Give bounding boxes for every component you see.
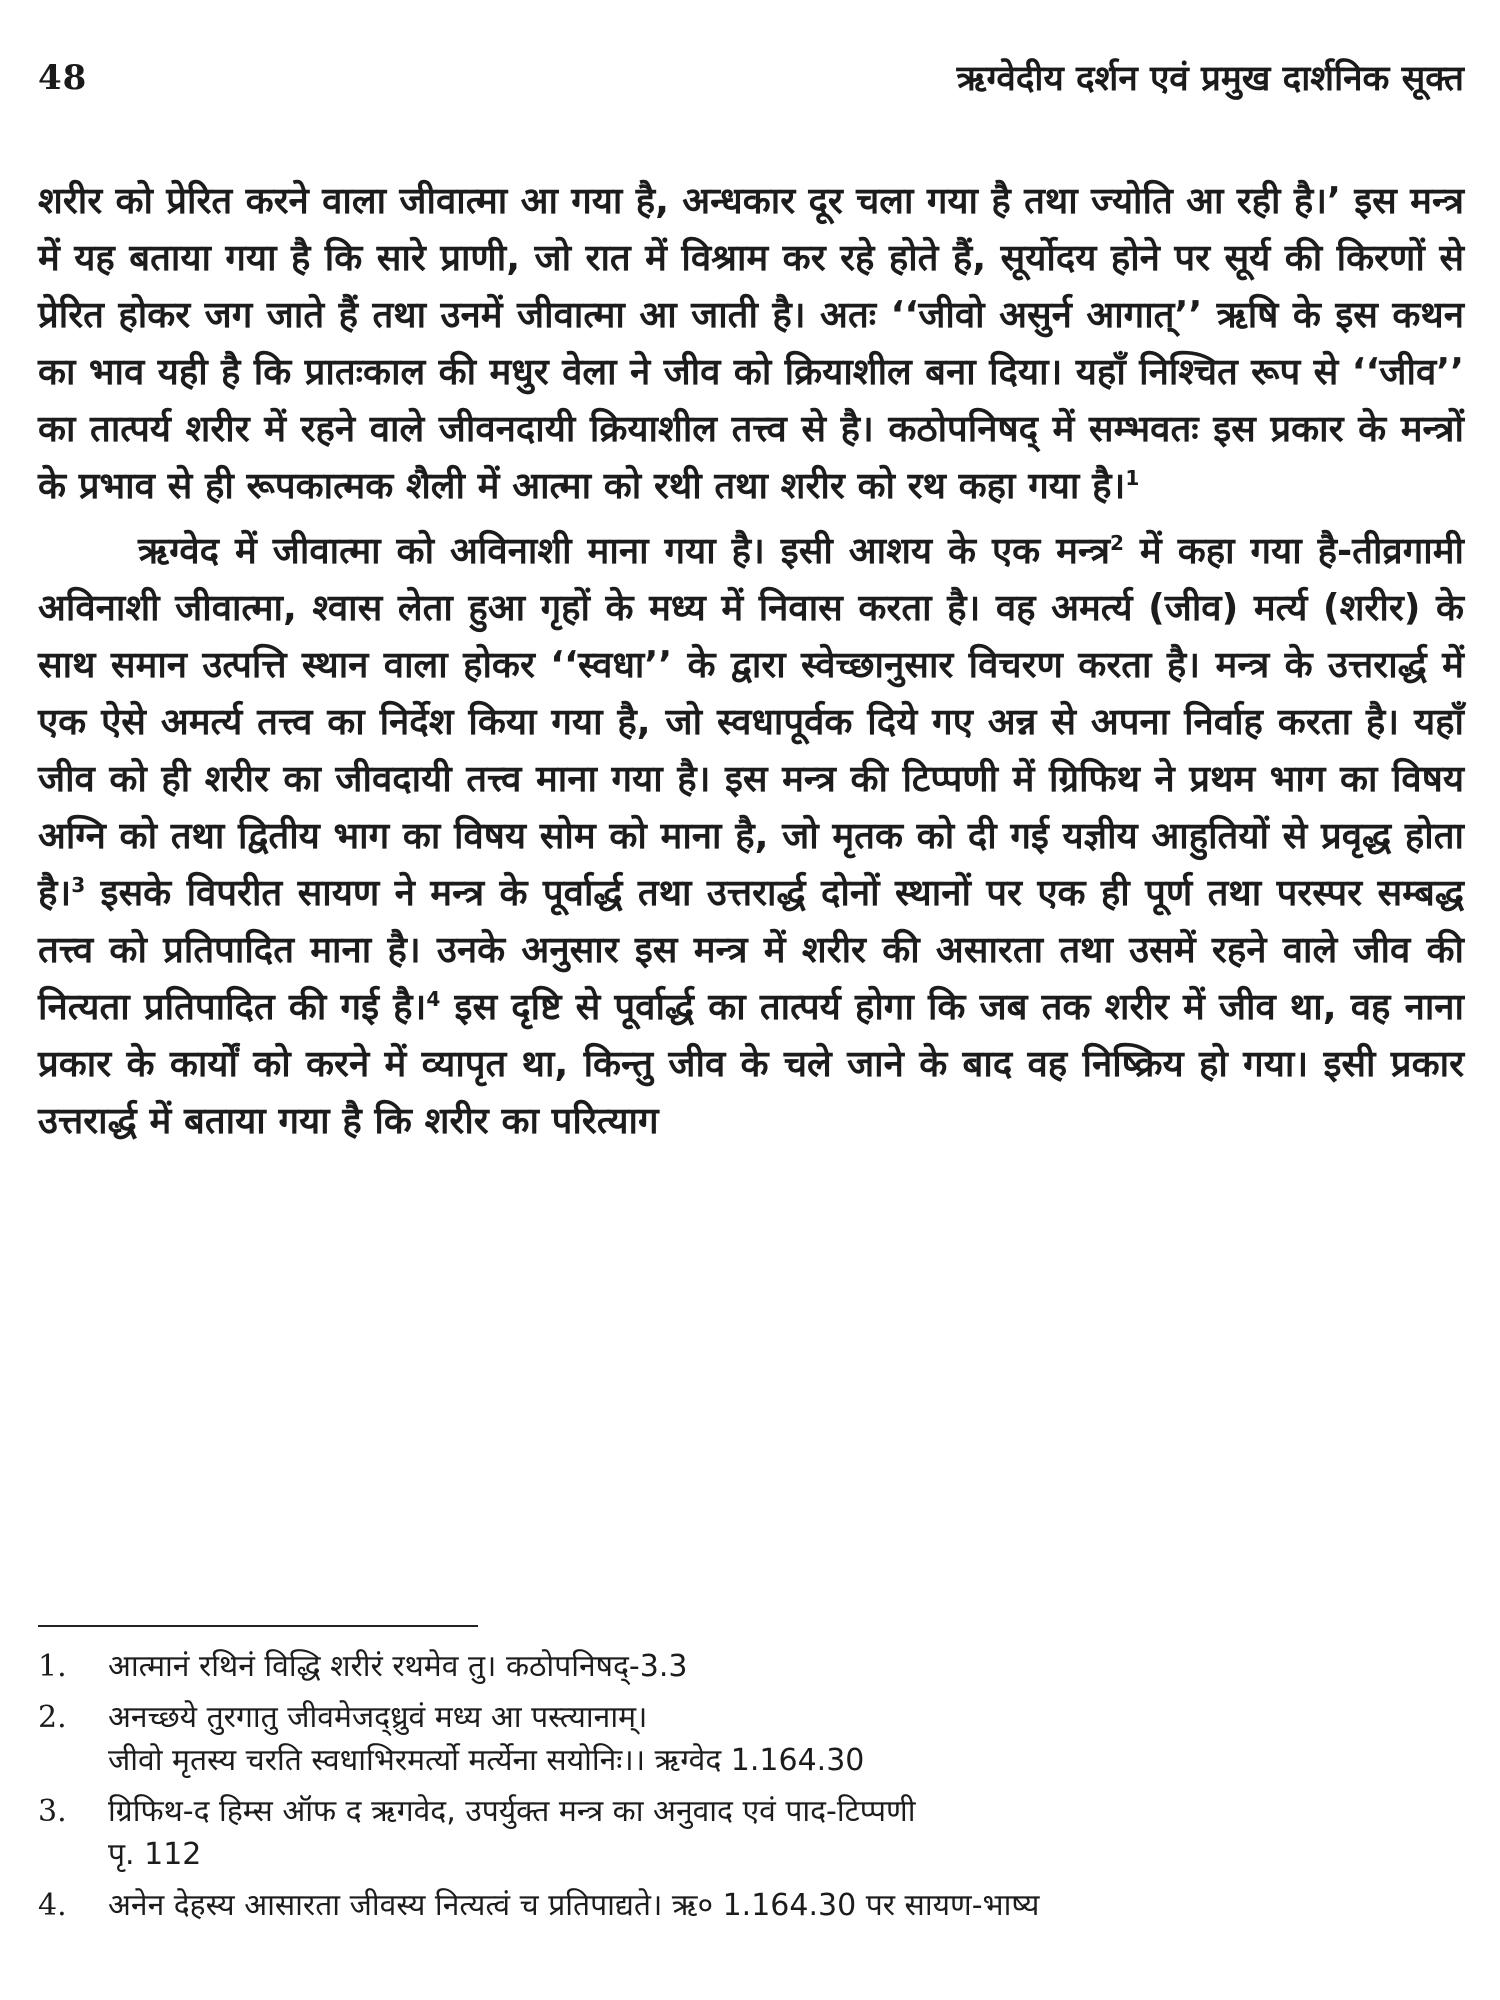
footnote-line: अनेन देहस्य आसारता जीवस्य नित्यत्वं च प्रतिपाद्यते। ऋ० 1.164.30 पर सायण-भाष्य bbox=[108, 1888, 1040, 1923]
page-header bbox=[38, 50, 1464, 120]
page-number: 48 bbox=[38, 58, 88, 98]
footnote-ref-4: 4 bbox=[426, 986, 441, 1011]
paragraph-2-text-3: इसके विपरीत सायण ने मन्त्र के पूर्वार्द्ध तथा उत्तरार्द्ध दोनों स्थानों पर एक ही पूर्ण तथा परस्पर सम्बद्ध तत्त्व को प्रतिपादित माना है। उनके अनुसार इस मन्त्र में शरीर की असारता तथा उसमें रहने वाले जीव की नित्यता प्रतिपादित की गई है। bbox=[38, 871, 1464, 1028]
paragraph-2-text-4: इस दृष्टि से पूर्वार्द्ध का तात्पर्य होगा कि जब तक शरीर में जीव था, वह नाना प्रकार के कार्यों को करने में व्यापृत था, किन्तु जीव के चले जाने के बाद वह निष्क्रिय हो गया। इसी प्रकार उत्तरार्द्ध में बताया गया है कि शरीर का परित्याग bbox=[38, 985, 1464, 1142]
footnote-number: 4. bbox=[38, 1888, 67, 1923]
footnote-number: 2. bbox=[38, 1700, 67, 1735]
footnote-text bbox=[108, 1884, 1464, 1927]
footnote-line: जीवो मृतस्य चरति स्वधाभिरमर्त्यो मर्त्येना सयोनिः।। ऋग्वेद 1.164.30 bbox=[108, 1743, 865, 1778]
footnote-line: आत्मानं रथिनं विद्धि शरीरं रथमेव तु। कठोपनिषद्-3.3 bbox=[108, 1649, 688, 1684]
footnote-ref-2: 2 bbox=[1110, 530, 1124, 555]
paragraph-1 bbox=[38, 172, 1464, 514]
book-page bbox=[38, 50, 1464, 1960]
footnote-text bbox=[108, 1645, 1464, 1688]
footnote-3 bbox=[38, 1790, 1464, 1876]
footnote-ref-3: 3 bbox=[71, 872, 86, 897]
paragraph-2-text-1: ऋग्वेद में जीवात्मा को अविनाशी माना गया है। इसी आशय के एक मन्त्र bbox=[138, 529, 1110, 572]
footnote-text bbox=[108, 1696, 1464, 1782]
footnote-number: 1. bbox=[38, 1649, 67, 1684]
paragraph-1-text: शरीर को प्रेरित करने वाला जीवात्मा आ गया है, अन्धकार दूर चला गया है तथा ज्योति आ रही है।’ इस मन्त्र में यह बताया गया है कि सारे प्राणी, जो रात में विश्राम कर रहे होते हैं, सूर्योदय होने पर सूर्य की किरणों से प्रेरित होकर जग जाते हैं तथा उनमें जीवात्मा आ जाती है। अतः ‘‘जीवो असुर्न आगात्’’ ऋषि के इस कथन का भाव यही है कि प्रातःकाल की मधुर वेला ने जीव को क्रियाशील बना दिया। यहाँ निश्चित रूप से ‘‘जीव’’ का तात्पर्य शरीर में रहने वाले जीवनदायी क्रियाशील तत्त्व से है। कठोपनिषद् में सम्भवतः इस प्रकार के मन्त्रों के प्रभाव से ही रूपकात्मक शैली में आत्मा को रथी तथा शरीर को रथ कहा गया है। bbox=[38, 179, 1464, 507]
footnote-line: ग्रिफिथ-द हिम्स ऑफ द ऋगवेद, उपर्युक्त मन्त्र का अनुवाद एवं पाद-टिप्पणी bbox=[108, 1794, 916, 1829]
paragraph-2-text-2: में कहा गया है-तीव्रगामी अविनाशी जीवात्मा, श्वास लेता हुआ गृहों के मध्य में निवास करता है। वह अमर्त्य (जीव) मर्त्य (शरीर) के साथ समान उत्पत्ति स्थान वाला होकर ‘‘स्वधा’’ के द्वारा स्वेच्छानुसार विचरण करता है। मन्त्र के उत्तरार्द्ध में एक ऐसे अमर्त्य तत्त्व का निर्देश किया गया है, जो स्वधापूर्वक दिये गए अन्न से अपना निर्वाह करता है। यहाँ जीव को ही शरीर का जीवदायी तत्त्व माना गया है। इस मन्त्र की टिप्पणी में ग्रिफिथ ने प्रथम भाग का विषय अग्नि को तथा द्वितीय भाग का विषय सोम को माना है, जो मृतक को दी गई यज्ञीय आहुतियों से प्रवृद्ध होता है। bbox=[38, 529, 1464, 914]
footnote-number: 3. bbox=[38, 1794, 67, 1829]
footnote-ref-1: 1 bbox=[1125, 465, 1140, 490]
running-title: ऋग्वेदीय दर्शन एवं प्रमुख दार्शनिक सूक्त bbox=[956, 59, 1464, 99]
footnote-line: अनच्छये तुरगातु जीवमेजद्ध्रुवं मध्य आ पस्त्यानाम्। bbox=[108, 1700, 648, 1735]
footnote-line: पृ. 112 bbox=[108, 1837, 202, 1872]
footnote-divider bbox=[38, 1625, 478, 1627]
paragraph-2 bbox=[38, 522, 1464, 1149]
body-text bbox=[38, 172, 1464, 1149]
footnote-4 bbox=[38, 1884, 1464, 1927]
footnote-2 bbox=[38, 1696, 1464, 1782]
footnote-1 bbox=[38, 1645, 1464, 1688]
footnote-text bbox=[108, 1790, 1464, 1876]
footnotes bbox=[38, 1645, 1464, 1935]
